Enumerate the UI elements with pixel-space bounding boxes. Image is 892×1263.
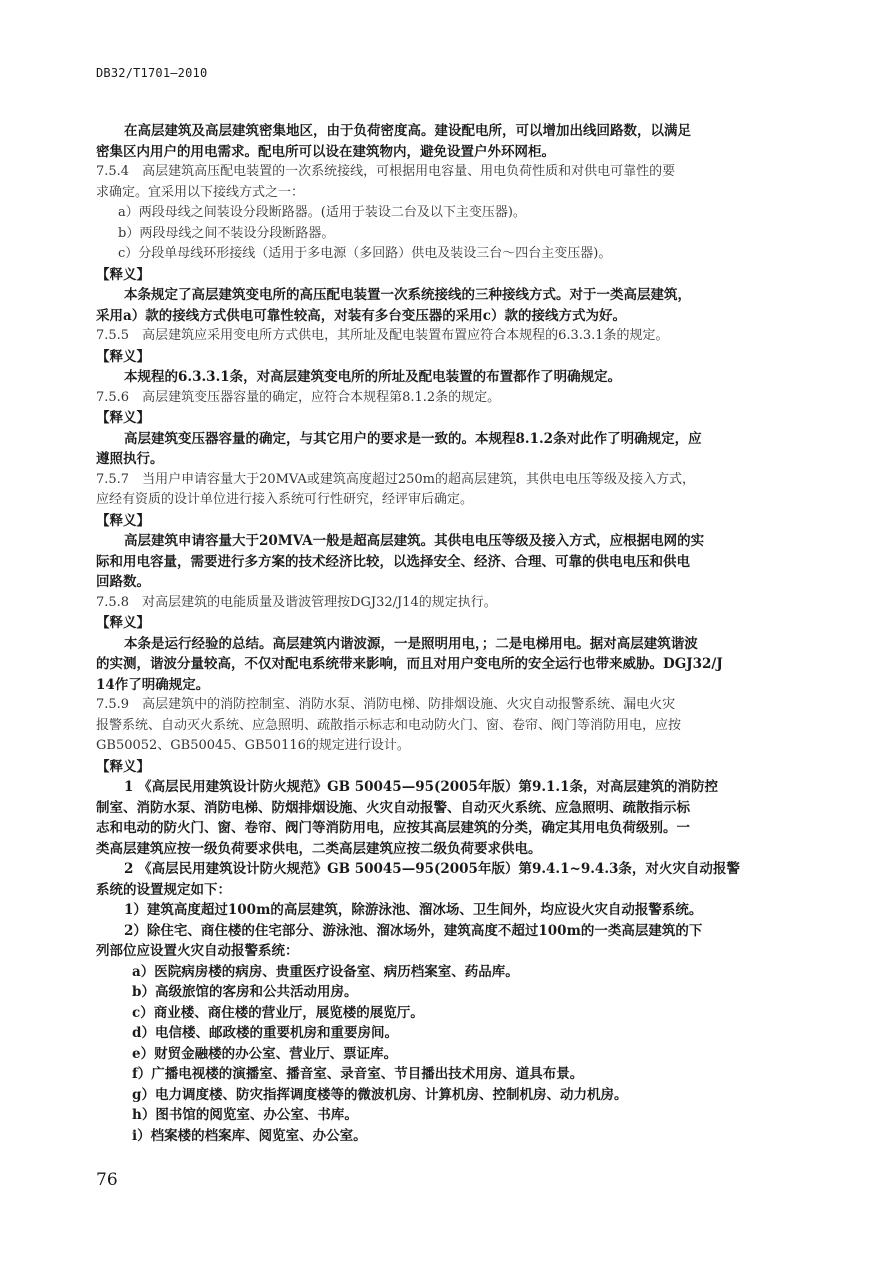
text-line: e）财贸金融楼的办公室、营业厅、票证库。: [132, 1045, 398, 1062]
text-line: 7.5.7 当用户申请容量大于20MVA或建筑高度超过250m的超高层建筑，其供电电压等级及接入方式，: [96, 471, 695, 487]
text-line: 【释义】: [96, 348, 150, 365]
text-line: c）分段单母线环形接线（适用于多电源（多回路）供电及装设三台～四台主变压器)。: [118, 246, 612, 261]
text-line: 高层建筑申请容量大于20MVA一般是超高层建筑。其供电电压等级及接入方式，应根据电网的实: [124, 533, 705, 549]
text-line: 在高层建筑及高层建筑密集地区，由于负荷密度高。建设配电所，可以增加出线回路数，以满足: [124, 123, 691, 139]
text-line: 7.5.5 高层建筑应采用变电所方式供电，其所址及配电装置布置应符合本规程的6.3.3.1条的规定。: [96, 328, 669, 343]
text-line: b）高级旅馆的客房和公共活动用房。: [132, 984, 358, 1000]
text-line: 本条是运行经验的总结。高层建筑内谐波源，一是照明用电，；二是电梯用电。据对高层建筑谐波: [124, 635, 698, 652]
text-line: 制室、消防水泵、消防电梯、防烟排烟设施、火灾自动报警、自动灭火系统、应急照明、疏散指示标: [96, 799, 690, 816]
text-line: 【释义】: [96, 512, 150, 529]
text-line: 采用a）款的接线方式供电可靠性较高，对装有多台变压器的采用c）款的接线方式为好。: [96, 307, 626, 324]
text-line: d）电信楼、邮政楼的重要机房和重要房间。: [132, 1025, 398, 1041]
text-line: 2）除住宅、商住楼的住宅部分、游泳池、溜冰场外，建筑高度不超过100m的一类高层建筑的下: [124, 922, 703, 939]
text-line: 【释义】: [96, 615, 150, 631]
text-line: 本条规定了高层建筑变电所的高压配电装置一次系统接线的三种接线方式。对于一类高层建筑，: [124, 287, 691, 303]
text-line: 回路数。: [96, 574, 150, 590]
text-line: 【释义】: [96, 758, 150, 775]
text-line: 1 《高层民用建筑设计防火规范》GB 50045—95(2005年版）第9.1.1条，对高层建筑的消防控: [124, 779, 719, 795]
text-line: 7.5.6 高层建筑变压器容量的确定，应符合本规程第8.1.2条的规定。: [96, 389, 501, 405]
text-line: 列部位应设置火灾自动报警系统：: [96, 943, 299, 959]
text-line: 求确定。宜采用以下接线方式之一：: [96, 184, 305, 200]
text-line: b）两段母线之间不装设分段断路器。: [118, 225, 335, 241]
text-line: 际和用电容量，需要进行多方案的技术经济比较，以选择安全、经济、合理、可靠的供电电压和供电: [96, 553, 690, 570]
text-line: 7.5.4 高层建筑高压配电装置的一次系统接线，可根据用电容量、用电负荷性质和对供电可靠性的要: [96, 164, 676, 179]
text-line: 2 《高层民用建筑设计防火规范》GB 50045—95(2005年版）第9.4.1~9.4.3条，对火灾自动报警: [124, 861, 740, 877]
text-line: a）医院病房楼的病房、贵重医疗设备室、病历档案室、药品库。: [132, 963, 519, 980]
text-line: 应经有资质的设计单位进行接入系统可行性研究，经评审后确定。: [96, 492, 474, 507]
text-line: h）图书馆的阅览室、办公室、书库。: [132, 1107, 358, 1123]
text-line: f）广播电视楼的演播室、播音室、录音室、节目播出技术用房、道具布景。: [132, 1066, 584, 1082]
text-line: 报警系统、自动灭火系统、应急照明、疏散指示标志和电动防火门、窗、卷帘、阀门等消防用电，应按: [96, 717, 682, 733]
doc-code-header: DB32/T1701—2010: [96, 66, 208, 80]
text-line: 【释义】: [96, 266, 150, 283]
text-line: i）档案楼的档案库、阅览室、办公室。: [132, 1127, 367, 1144]
text-line: 系统的设置规定如下：: [96, 881, 231, 898]
text-line: c）商业楼、商住楼的营业厅，展览楼的展览厅。: [132, 1004, 424, 1021]
text-line: 【释义】: [96, 410, 150, 426]
text-line: 的实测，谐波分量较高，不仅对配电系统带来影响，而且对用户变电所的安全运行也带来威胁。DGJ32/J: [96, 656, 723, 672]
text-line: 本规程的6.3.3.1条，对高层建筑变电所的所址及配电装置的布置都作了明确规定。: [124, 369, 622, 385]
text-line: 类高层建筑应按一级负荷要求供电，二类高层建筑应按二级负荷要求供电。: [96, 840, 542, 857]
body-text: [96, 121, 800, 1146]
text-line: 7.5.8 对高层建筑的电能质量及谐波管理按DGJ32/J14的规定执行。: [96, 594, 497, 610]
text-line: 志和电动的防火门、窗、卷帘、阀门等消防用电，应按其高层建筑的分类，确定其用电负荷级别。一: [96, 820, 690, 836]
page-number: 76: [96, 1170, 118, 1190]
text-line: a）两段母线之间装设分段断路器。(适用于装设二台及以下主变压器)。: [118, 205, 526, 220]
text-line: 高层建筑变压器容量的确定，与其它用户的要求是一致的。本规程8.1.2条对此作了明确规定，应: [124, 430, 702, 447]
text-line: GB50052、GB50045、GB50116的规定进行设计。: [96, 738, 410, 753]
text-line: 14作了明确规定。: [96, 676, 210, 693]
text-line: 1）建筑高度超过100m的高层建筑，除游泳池、溜冰场、卫生间外，均应设火灾自动报警系统。: [124, 902, 703, 918]
text-line: 7.5.9 高层建筑中的消防控制室、消防水泵、消防电梯、防排烟设施、火灾自动报警系统、漏电火灾: [96, 697, 676, 712]
text-line: 密集区内用户的用电需求。配电所可以设在建筑物内，避免设置户外环网柜。: [96, 143, 555, 160]
text-line: g）电力调度楼、防灾指挥调度楼等的微波机房、计算机房、控制机房、动力机房。: [132, 1086, 628, 1103]
text-line: 遵照执行。: [96, 451, 164, 467]
